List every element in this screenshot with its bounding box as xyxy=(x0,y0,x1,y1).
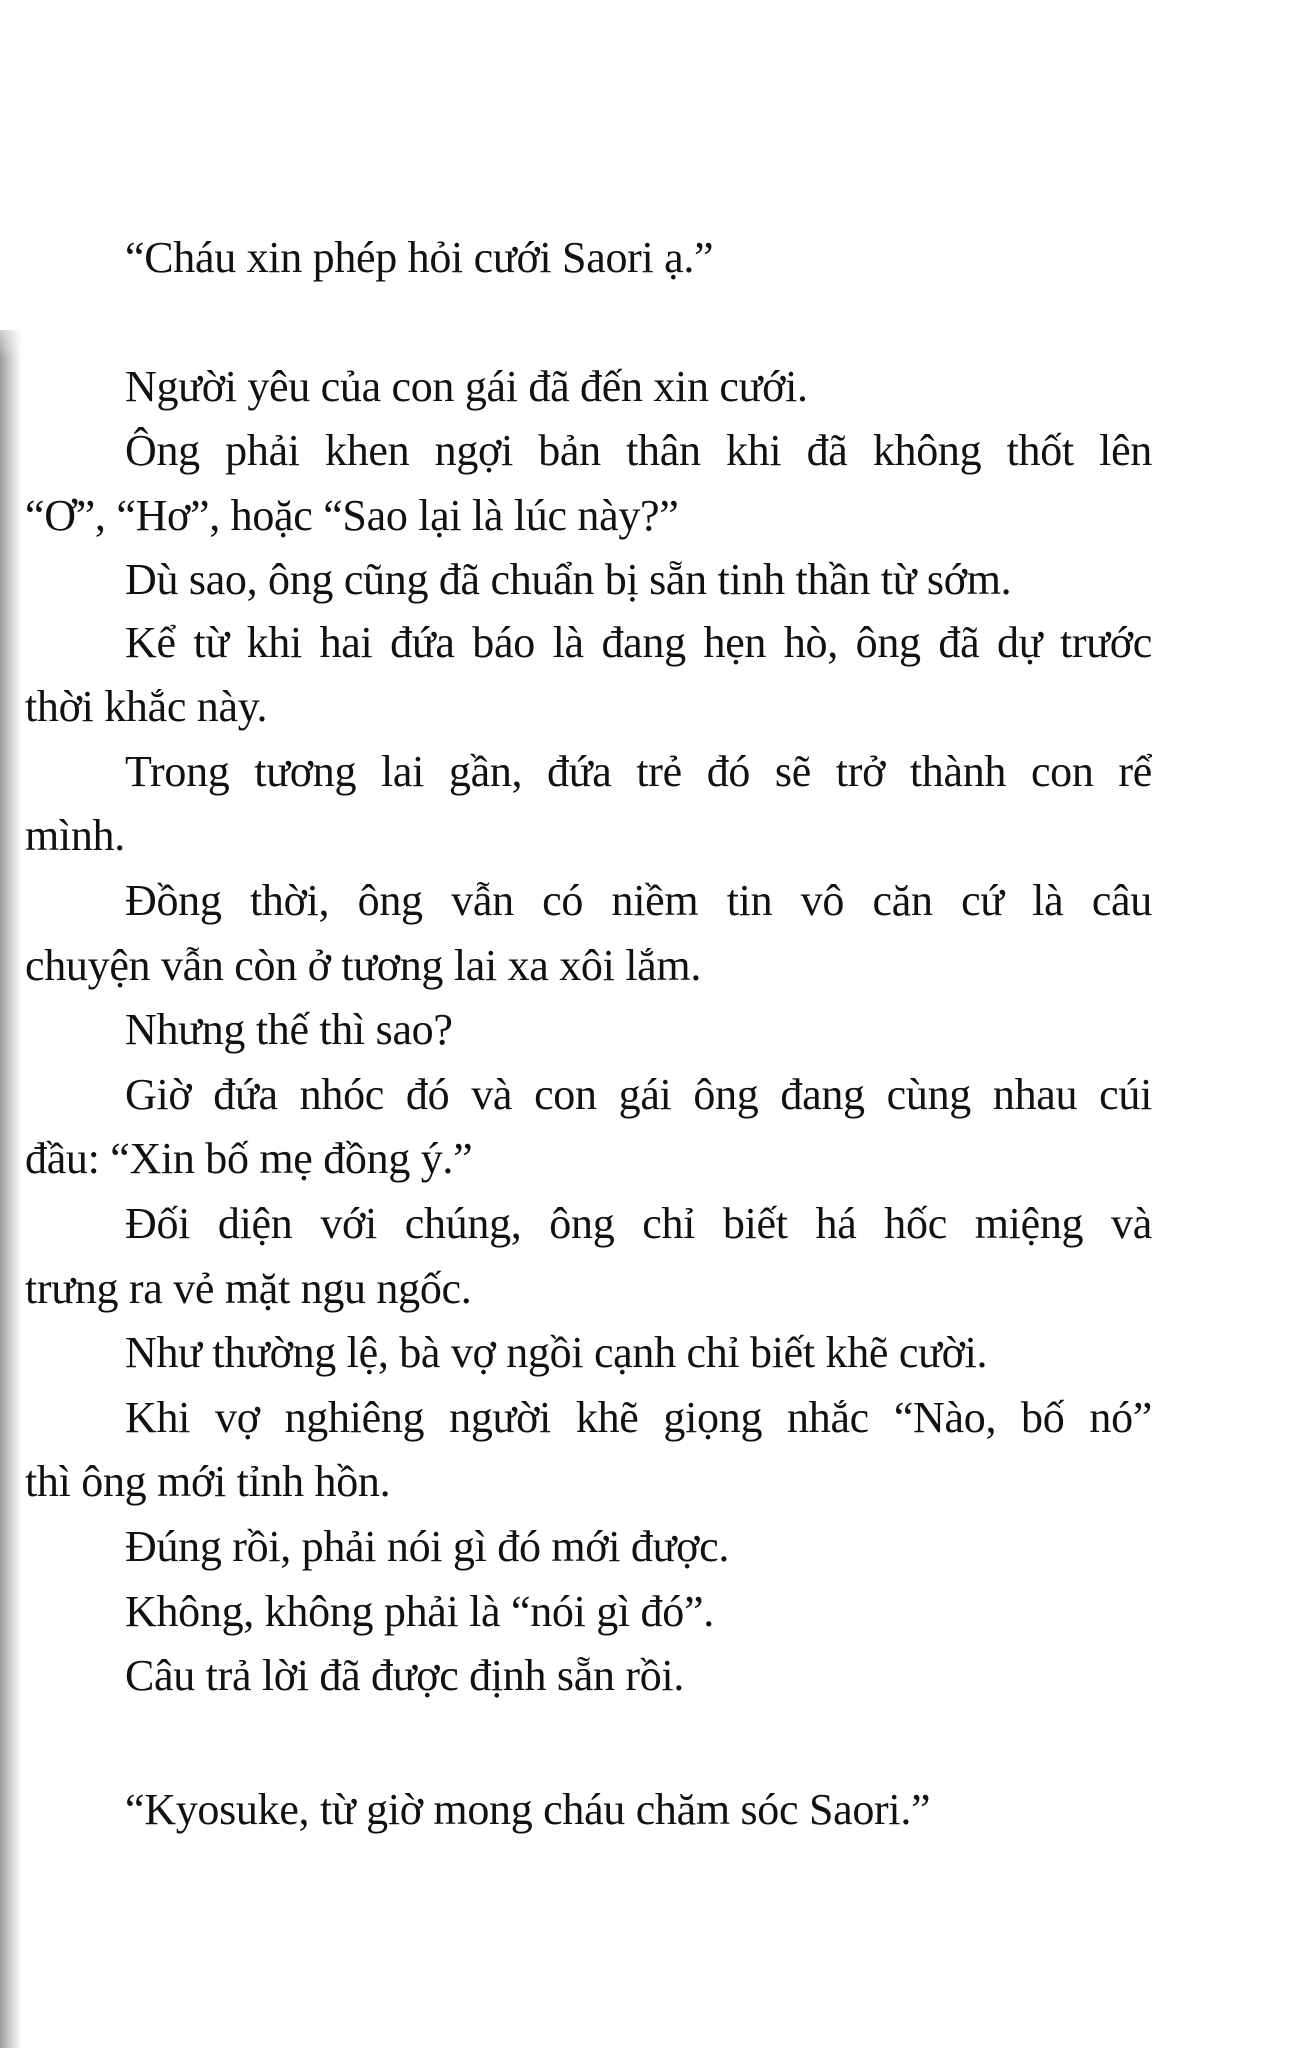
text-line: Câu trả lời đã được định sẵn rồi. xyxy=(125,1651,685,1700)
text-line: Không, không phải là “nói gì đó”. xyxy=(125,1587,714,1636)
text-line: Như thường lệ, bà vợ ngồi cạnh chỉ biết khẽ cười. xyxy=(125,1328,988,1377)
text-line: Đối diện với chúng, ông chỉ biết há hốc miệng và xyxy=(125,1199,1152,1248)
text-line: Giờ đứa nhóc đó và con gái ông đang cùng nhau cúi xyxy=(125,1070,1152,1119)
page-edge-shadow-fade xyxy=(0,300,26,360)
text-line: Trong tương lai gần, đứa trẻ đó sẽ trở thành con rể xyxy=(125,747,1152,796)
text-line: chuyện vẫn còn ở tương lai xa xôi lắm. xyxy=(25,941,702,990)
text-line: Đồng thời, ông vẫn có niềm tin vô căn cứ là câu xyxy=(125,876,1152,925)
text-line: Nhưng thế thì sao? xyxy=(125,1005,453,1054)
text-line: Dù sao, ông cũng đã chuẩn bị sẵn tinh thần từ sớm. xyxy=(125,555,1012,604)
text-line: “Ơ”, “Hơ”, hoặc “Sao lại là lúc này?” xyxy=(25,491,679,540)
text-line: Người yêu của con gái đã đến xin cưới. xyxy=(125,362,808,411)
text-line: đầu: “Xin bố mẹ đồng ý.” xyxy=(25,1134,473,1183)
text-line: “Cháu xin phép hỏi cưới Saori ạ.” xyxy=(125,233,714,282)
text-line: Đúng rồi, phải nói gì đó mới được. xyxy=(125,1522,730,1571)
page-edge-shadow xyxy=(0,330,22,2048)
text-line: “Kyosuke, từ giờ mong cháu chăm sóc Saori.” xyxy=(125,1785,931,1834)
text-line: trưng ra vẻ mặt ngu ngốc. xyxy=(25,1264,472,1313)
text-line: thời khắc này. xyxy=(25,682,268,731)
text-line: mình. xyxy=(25,811,125,860)
text-line: Kể từ khi hai đứa báo là đang hẹn hò, ông đã dự trước xyxy=(125,618,1152,667)
text-line: thì ông mới tỉnh hồn. xyxy=(25,1457,391,1506)
text-line: Khi vợ nghiêng người khẽ giọng nhắc “Nào, bố nó” xyxy=(125,1393,1152,1442)
text-line: Ông phải khen ngợi bản thân khi đã không thốt lên xyxy=(125,426,1152,475)
